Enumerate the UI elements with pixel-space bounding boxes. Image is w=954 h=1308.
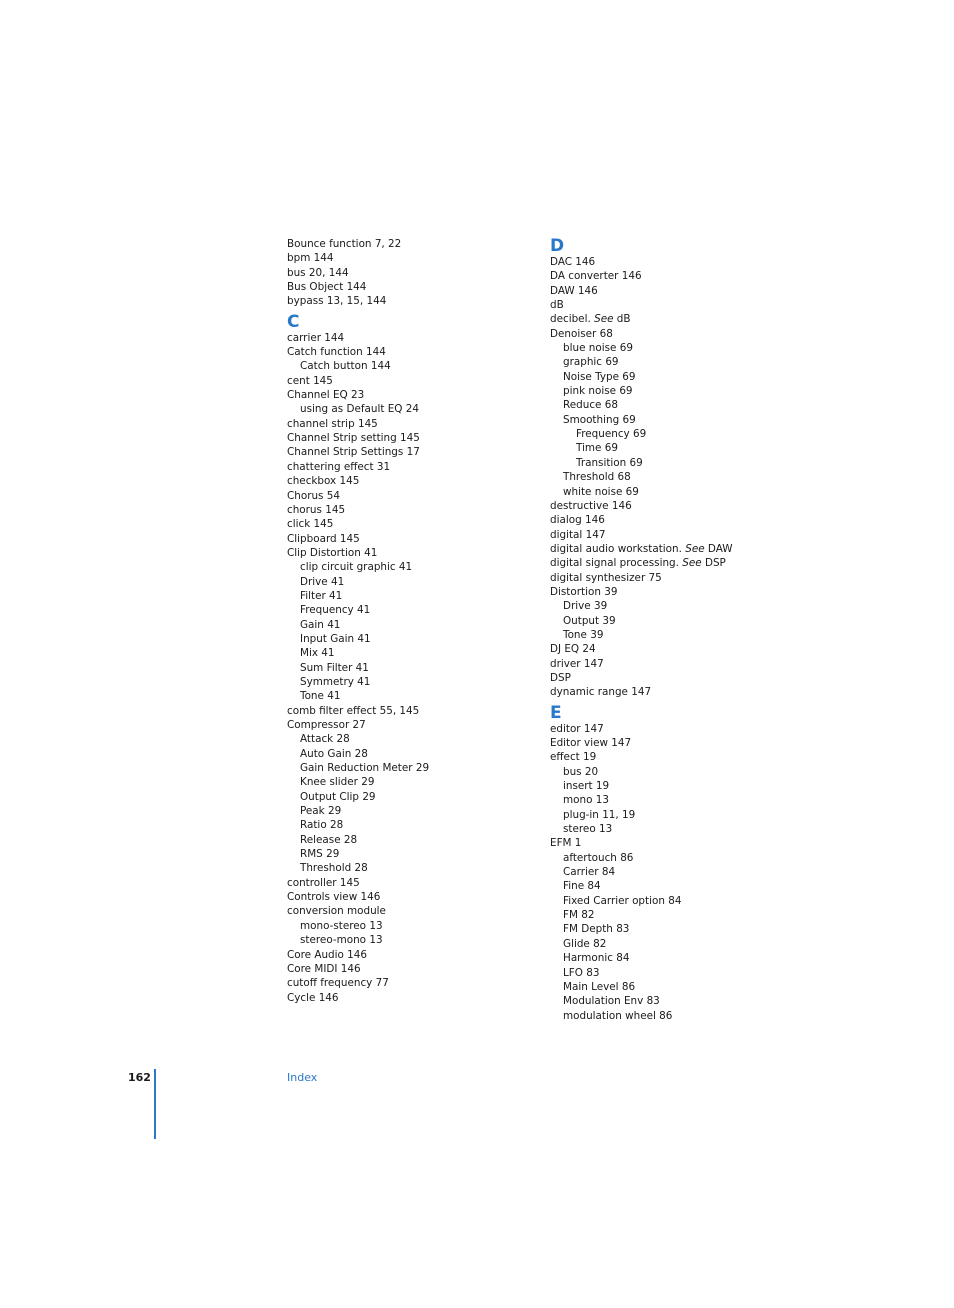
- index-entry: Catch function 144: [287, 346, 386, 359]
- index-entry: comb filter effect 55, 145: [287, 704, 420, 717]
- index-subentry: mono 13: [563, 794, 609, 807]
- section-letter-d: D: [550, 236, 565, 256]
- index-subentry: Output 39: [563, 614, 616, 627]
- index-entry: Compressor 27: [287, 719, 366, 731]
- index-subentry: LFO 83: [563, 966, 600, 979]
- index-subentry: Auto Gain 28: [300, 747, 368, 760]
- index-subentry: Gain Reduction Meter 29: [300, 762, 430, 775]
- index-entry: dB: [550, 299, 564, 312]
- index-subentry: Catch button 144: [300, 360, 391, 373]
- index-entry: Clipboard 145: [287, 532, 360, 545]
- index-entry: Core MIDI 146: [287, 962, 361, 975]
- index-entry: Channel Strip Settings 17: [287, 446, 420, 459]
- index-subentry: Sum Filter 41: [300, 661, 369, 674]
- index-subentry: mono-stereo 13: [300, 919, 383, 932]
- index-subentry: Symmetry 41: [300, 675, 371, 688]
- index-subentry: modulation wheel 86: [563, 1009, 673, 1022]
- index-subentry: Threshold 68: [563, 471, 631, 484]
- index-entry: DA converter 146: [550, 270, 642, 283]
- index-entry: bpm 144: [287, 252, 334, 265]
- see-reference: See: [685, 542, 705, 555]
- index-entry: Bus Object 144: [287, 281, 367, 294]
- index-subsubentry: Time 69: [576, 442, 618, 455]
- entry-term: digital signal processing.: [550, 557, 679, 570]
- index-subentry: Drive 41: [300, 575, 345, 588]
- index-subentry: Filter 41: [300, 589, 343, 602]
- index-entry: conversion module: [287, 905, 386, 918]
- index-entry: bus 20, 144: [287, 266, 349, 279]
- index-entry: Denoiser 68: [550, 327, 613, 340]
- index-entry: dialog 146: [550, 514, 605, 527]
- index-subsubentry: Frequency 69: [576, 428, 647, 441]
- index-subentry: Gain 41: [300, 618, 341, 631]
- index-entry: Controls view 146: [287, 891, 381, 904]
- index-subentry: graphic 69: [563, 356, 619, 369]
- index-entry: click 145: [287, 518, 334, 531]
- see-target: DSP: [704, 557, 726, 570]
- section-letter-c: C: [287, 311, 300, 332]
- index-subentry: blue noise 69: [563, 342, 633, 355]
- index-subentry: Frequency 41: [300, 604, 371, 617]
- index-subentry: Tone 41: [300, 690, 341, 703]
- index-subentry: Peak 29: [300, 805, 342, 818]
- index-entry: dynamic range 147: [550, 686, 652, 699]
- index-entry: Chorus 54: [287, 489, 340, 502]
- index-entry: DJ EQ 24: [550, 643, 596, 656]
- index-entry: Cycle 146: [287, 991, 339, 1004]
- index-subentry: Main Level 86: [563, 980, 636, 993]
- index-entry: carrier 144: [287, 331, 345, 344]
- index-subentry: Knee slider 29: [300, 776, 375, 789]
- index-subentry: white noise 69: [563, 485, 639, 498]
- index-column-right: [550, 237, 790, 1023]
- see-target: DAW: [707, 542, 733, 555]
- index-subentry: Tone 39: [563, 628, 604, 641]
- index-subentry: Fine 84: [563, 880, 601, 893]
- index-subentry: Noise Type 69: [563, 370, 636, 383]
- index-subentry: Smoothing 69: [563, 413, 636, 426]
- index-entry: Channel Strip setting 145: [287, 432, 420, 445]
- index-entry: digital synthesizer 75: [550, 571, 662, 584]
- index-entry: Core Audio 146: [287, 948, 368, 961]
- index-entry: cent 145: [287, 374, 333, 387]
- section-letter-e: E: [550, 702, 562, 723]
- index-subentry: Reduce 68: [563, 399, 618, 412]
- index-subentry: Modulation Env 83: [563, 995, 660, 1008]
- index-subentry: aftertouch 86: [563, 851, 634, 864]
- index-entry: effect 19: [550, 751, 597, 764]
- index-entry: [550, 556, 790, 570]
- index-entry: destructive 146: [550, 499, 632, 512]
- index-subentry: clip circuit graphic 41: [300, 561, 413, 574]
- index-entry: Bounce function 7, 22: [287, 238, 402, 250]
- index-column-left: [287, 237, 527, 1005]
- index-subentry: insert 19: [563, 780, 610, 793]
- index-subentry: Harmonic 84: [563, 952, 630, 965]
- index-entry: EFM 1: [550, 837, 582, 850]
- index-entry: DAC 146: [550, 256, 596, 268]
- index-entry: [550, 312, 790, 326]
- index-subentry: using as Default EQ 24: [300, 403, 419, 416]
- index-entry: Distortion 39: [550, 585, 618, 598]
- index-entry: channel strip 145: [287, 417, 378, 430]
- index-subentry: stereo-mono 13: [300, 934, 383, 947]
- index-subentry: pink noise 69: [563, 385, 633, 398]
- index-subentry: Carrier 84: [563, 866, 616, 879]
- index-subentry: Drive 39: [563, 600, 608, 613]
- index-subentry: Mix 41: [300, 647, 335, 660]
- index-subentry: FM Depth 83: [563, 923, 630, 936]
- index-entry: DSP: [550, 671, 571, 684]
- index-entry: driver 147: [550, 657, 604, 670]
- index-subentry: bus 20: [563, 765, 599, 778]
- index-entry: chorus 145: [287, 503, 346, 516]
- index-subentry: FM 82: [563, 909, 595, 922]
- index-subentry: Attack 28: [300, 733, 350, 746]
- index-subentry: Threshold 28: [300, 862, 368, 875]
- index-entry: DAW 146: [550, 284, 598, 297]
- see-reference: See: [682, 557, 702, 570]
- page-number: 162: [128, 1071, 151, 1084]
- footer-divider: [154, 1069, 156, 1139]
- index-entry: cutoff frequency 77: [287, 977, 389, 990]
- entry-term: decibel.: [550, 313, 591, 326]
- index-subentry: plug-in 11, 19: [563, 808, 636, 821]
- index-entry: chattering effect 31: [287, 460, 391, 473]
- index-subentry: Release 28: [300, 833, 358, 846]
- see-target: dB: [616, 313, 631, 326]
- see-reference: See: [594, 313, 614, 326]
- index-subentry: Ratio 28: [300, 819, 344, 832]
- index-entry: Clip Distortion 41: [287, 546, 378, 559]
- index-subentry: stereo 13: [563, 823, 613, 836]
- index-subentry: Glide 82: [563, 937, 607, 950]
- index-entry: checkbox 145: [287, 475, 360, 488]
- index-subentry: Input Gain 41: [300, 632, 371, 645]
- index-entry: Editor view 147: [550, 737, 632, 749]
- index-entry: bypass 13, 15, 144: [287, 295, 387, 308]
- index-subentry: RMS 29: [300, 848, 340, 861]
- index-entry: [550, 542, 790, 556]
- index-subentry: Output Clip 29: [300, 790, 376, 803]
- index-subsubentry: Transition 69: [576, 456, 643, 469]
- entry-term: digital audio workstation.: [550, 542, 682, 555]
- index-entry: Channel EQ 23: [287, 389, 365, 402]
- index-entry: digital 147: [550, 528, 606, 541]
- footer-section-label: Index: [287, 1071, 318, 1084]
- index-entry: editor 147: [550, 722, 604, 735]
- index-subentry: Fixed Carrier option 84: [563, 894, 682, 907]
- index-entry: controller 145: [287, 876, 360, 889]
